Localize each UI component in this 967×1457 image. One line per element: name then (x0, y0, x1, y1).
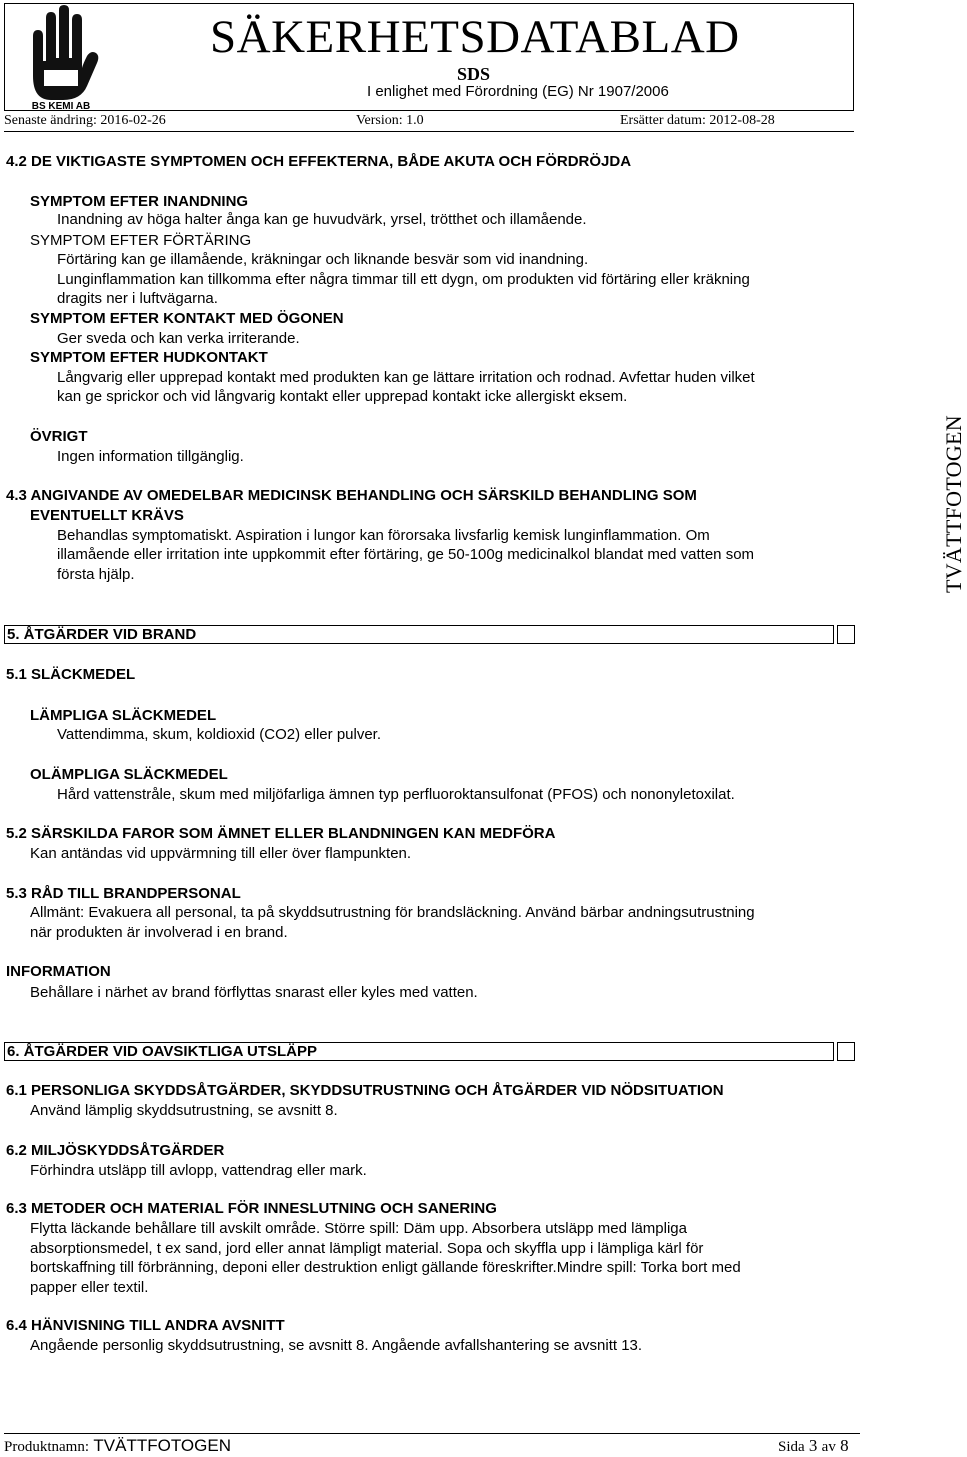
footer-divider (4, 1433, 860, 1434)
section-6-4-heading: 6.4 HÄNVISNING TILL ANDRA AVSNITT (6, 1317, 285, 1334)
ingestion-text-1: Förtäring kan ge illamående, kräkningar och liknande besvär som vid inandning. (57, 251, 589, 268)
page-label: Sida (778, 1439, 805, 1455)
product-name: TVÄTTFOTOGEN (93, 1436, 231, 1455)
section-5-2-heading: 5.2 SÄRSKILDA FAROR SOM ÄMNET ELLER BLANDNINGEN KAN MEDFÖRA (6, 825, 556, 842)
section-6-3-heading: 6.3 METODER OCH MATERIAL FÖR INNESLUTNING OCH SANERING (6, 1200, 497, 1217)
section-6-4-text: Angående personlig skyddsutrustning, se avsnitt 8. Angående avfallshantering se avsnitt 13. (30, 1337, 643, 1354)
inhalation-heading: SYMPTOM EFTER INANDNING (30, 193, 249, 210)
page-total: 8 (840, 1436, 849, 1455)
logo-text: BS KEMI AB (31, 101, 91, 112)
section-5-3-text-1: Allmänt: Evakuera all personal, ta på skyddsutrustning för brandsläckning. Använd bärbar andningsutrustning (30, 904, 755, 921)
section-5-title-box (4, 625, 854, 644)
section-6-3-text-2: absorptionsmedel, t ex sand, jord eller annat lämpligt material. Sopa och skyffla upp i lämpliga kärl för (30, 1240, 704, 1257)
side-product-name: TVÄTTFOTOGEN (941, 415, 966, 593)
section-6-1-text: Använd lämplig skyddsutrustning, se avsnitt 8. (30, 1102, 338, 1119)
section-5-title: 5. ÅTGÄRDER VID BRAND (4, 625, 834, 644)
section-6-title: 6. ÅTGÄRDER VID OAVSIKTLIGA UTSLÄPP (4, 1042, 834, 1061)
suitable-media-text: Vattendimma, skum, koldioxid (CO2) eller pulver. (57, 726, 382, 743)
product-label: Produktnamn: (4, 1439, 89, 1455)
header-divider (4, 131, 854, 132)
section-5-2-text: Kan antändas vid uppvärmning till eller över flampunkten. (30, 845, 412, 862)
page-separator: av (821, 1439, 836, 1455)
document-header (4, 3, 854, 111)
section-5-3-text-2: när produkten är involverad i en brand. (30, 924, 288, 941)
document-title: SÄKERHETSDATABLAD (210, 11, 740, 63)
section-5-box-end (837, 625, 855, 644)
eye-contact-heading: SYMPTOM EFTER KONTAKT MED ÖGONEN (30, 310, 344, 327)
company-logo (11, 6, 111, 111)
revision-bar (4, 113, 854, 130)
section-6-2-text: Förhindra utsläpp till avlopp, vattendrag eller mark. (30, 1162, 367, 1179)
section-4-3-text-3: första hjälp. (57, 566, 135, 583)
section-6-box-end (837, 1042, 855, 1061)
document-subtitle: SDS (457, 64, 491, 84)
section-6-3-text-1: Flytta läckande behållare till avskilt område. Större spill: Däm upp. Absorbera utsläpp med lämpliga (30, 1220, 687, 1237)
section-6-3-text-4: papper eller textil. (30, 1279, 149, 1296)
section-4-2-heading: 4.2 DE VIKTIGASTE SYMPTOMEN OCH EFFEKTERNA, BÅDE AKUTA OCH FÖRDRÖJDA (6, 153, 632, 170)
version-label: Version: 1.0 (356, 113, 424, 128)
regulation-reference: I enlighet med Förordning (EG) Nr 1907/2006 (367, 83, 669, 100)
other-text: Ingen information tillgänglig. (57, 448, 244, 465)
section-4-3-heading-2: EVENTUELLT KRÄVS (30, 507, 184, 524)
section-6-2-heading: 6.2 MILJÖSKYDDSÅTGÄRDER (6, 1142, 225, 1159)
inhalation-text: Inandning av höga halter ånga kan ge huvudvärk, yrsel, trötthet och illamående. (57, 211, 587, 228)
section-4-3-text-2: illamående eller irritation inte uppkommit efter förtäring, ge 50-100g medicinalkol blandat med vatten som (57, 546, 755, 563)
section-5-3-heading: 5.3 RÅD TILL BRANDPERSONAL (6, 885, 241, 902)
footer-page-number (778, 1436, 849, 1457)
ingestion-text-2: Lunginflammation kan tillkomma efter några timmar till ett dygn, om produkten vid förtäring eller kräkning (57, 271, 750, 288)
section-6-3-text-3: bortskaffning till förbränning, deponi eller destruktion enligt gällande föreskrifter.Mindre spill: Torka bort med (30, 1259, 741, 1276)
section-6-1-heading: 6.1 PERSONLIGA SKYDDSÅTGÄRDER, SKYDDSUTRUSTNING OCH ÅTGÄRDER VID NÖDSITUATION (6, 1082, 724, 1099)
replaces-date: Ersätter datum: 2012-08-28 (620, 113, 775, 128)
information-text: Behållare i närhet av brand förflyttas snarast eller kyles med vatten. (30, 984, 478, 1001)
footer-product (4, 1436, 231, 1457)
eye-contact-text: Ger sveda och kan verka irriterande. (57, 330, 300, 347)
skin-contact-text-2: kan ge sprickor och vid långvarig kontakt eller upprepad kontakt icke allergiskt eksem. (57, 388, 628, 405)
section-6-title-box (4, 1042, 854, 1061)
ingestion-text-3: dragits ner i luftvägarna. (57, 290, 218, 307)
page-current: 3 (808, 1436, 818, 1455)
unsuitable-media-text: Hård vattenstråle, skum med miljöfarliga ämnen typ perfluoroktansulfonat (PFOS) och nononyletoxilat. (57, 786, 735, 803)
information-heading: INFORMATION (6, 963, 111, 980)
unsuitable-media-heading: OLÄMPLIGA SLÄCKMEDEL (30, 766, 228, 783)
ingestion-heading: SYMPTOM EFTER FÖRTÄRING (30, 232, 252, 249)
section-4-3-heading-1: 4.3 ANGIVANDE AV OMEDELBAR MEDICINSK BEHANDLING OCH SÄRSKILD BEHANDLING SOM (6, 487, 697, 504)
skin-contact-text-1: Långvarig eller upprepad kontakt med produkten kan ge lättare irritation och rodnad. Avfettar huden vilket (57, 369, 755, 386)
other-heading: ÖVRIGT (30, 428, 88, 445)
skin-contact-heading: SYMPTOM EFTER HUDKONTAKT (30, 349, 268, 366)
section-4-3-text-1: Behandlas symptomatiskt. Aspiration i lungor kan förorsaka livsfarlig kemisk lunginflammation. Om (57, 527, 710, 544)
section-5-1-heading: 5.1 SLÄCKMEDEL (6, 666, 136, 683)
last-change-date: Senaste ändring: 2016-02-26 (4, 113, 166, 128)
suitable-media-heading: LÄMPLIGA SLÄCKMEDEL (30, 707, 217, 724)
